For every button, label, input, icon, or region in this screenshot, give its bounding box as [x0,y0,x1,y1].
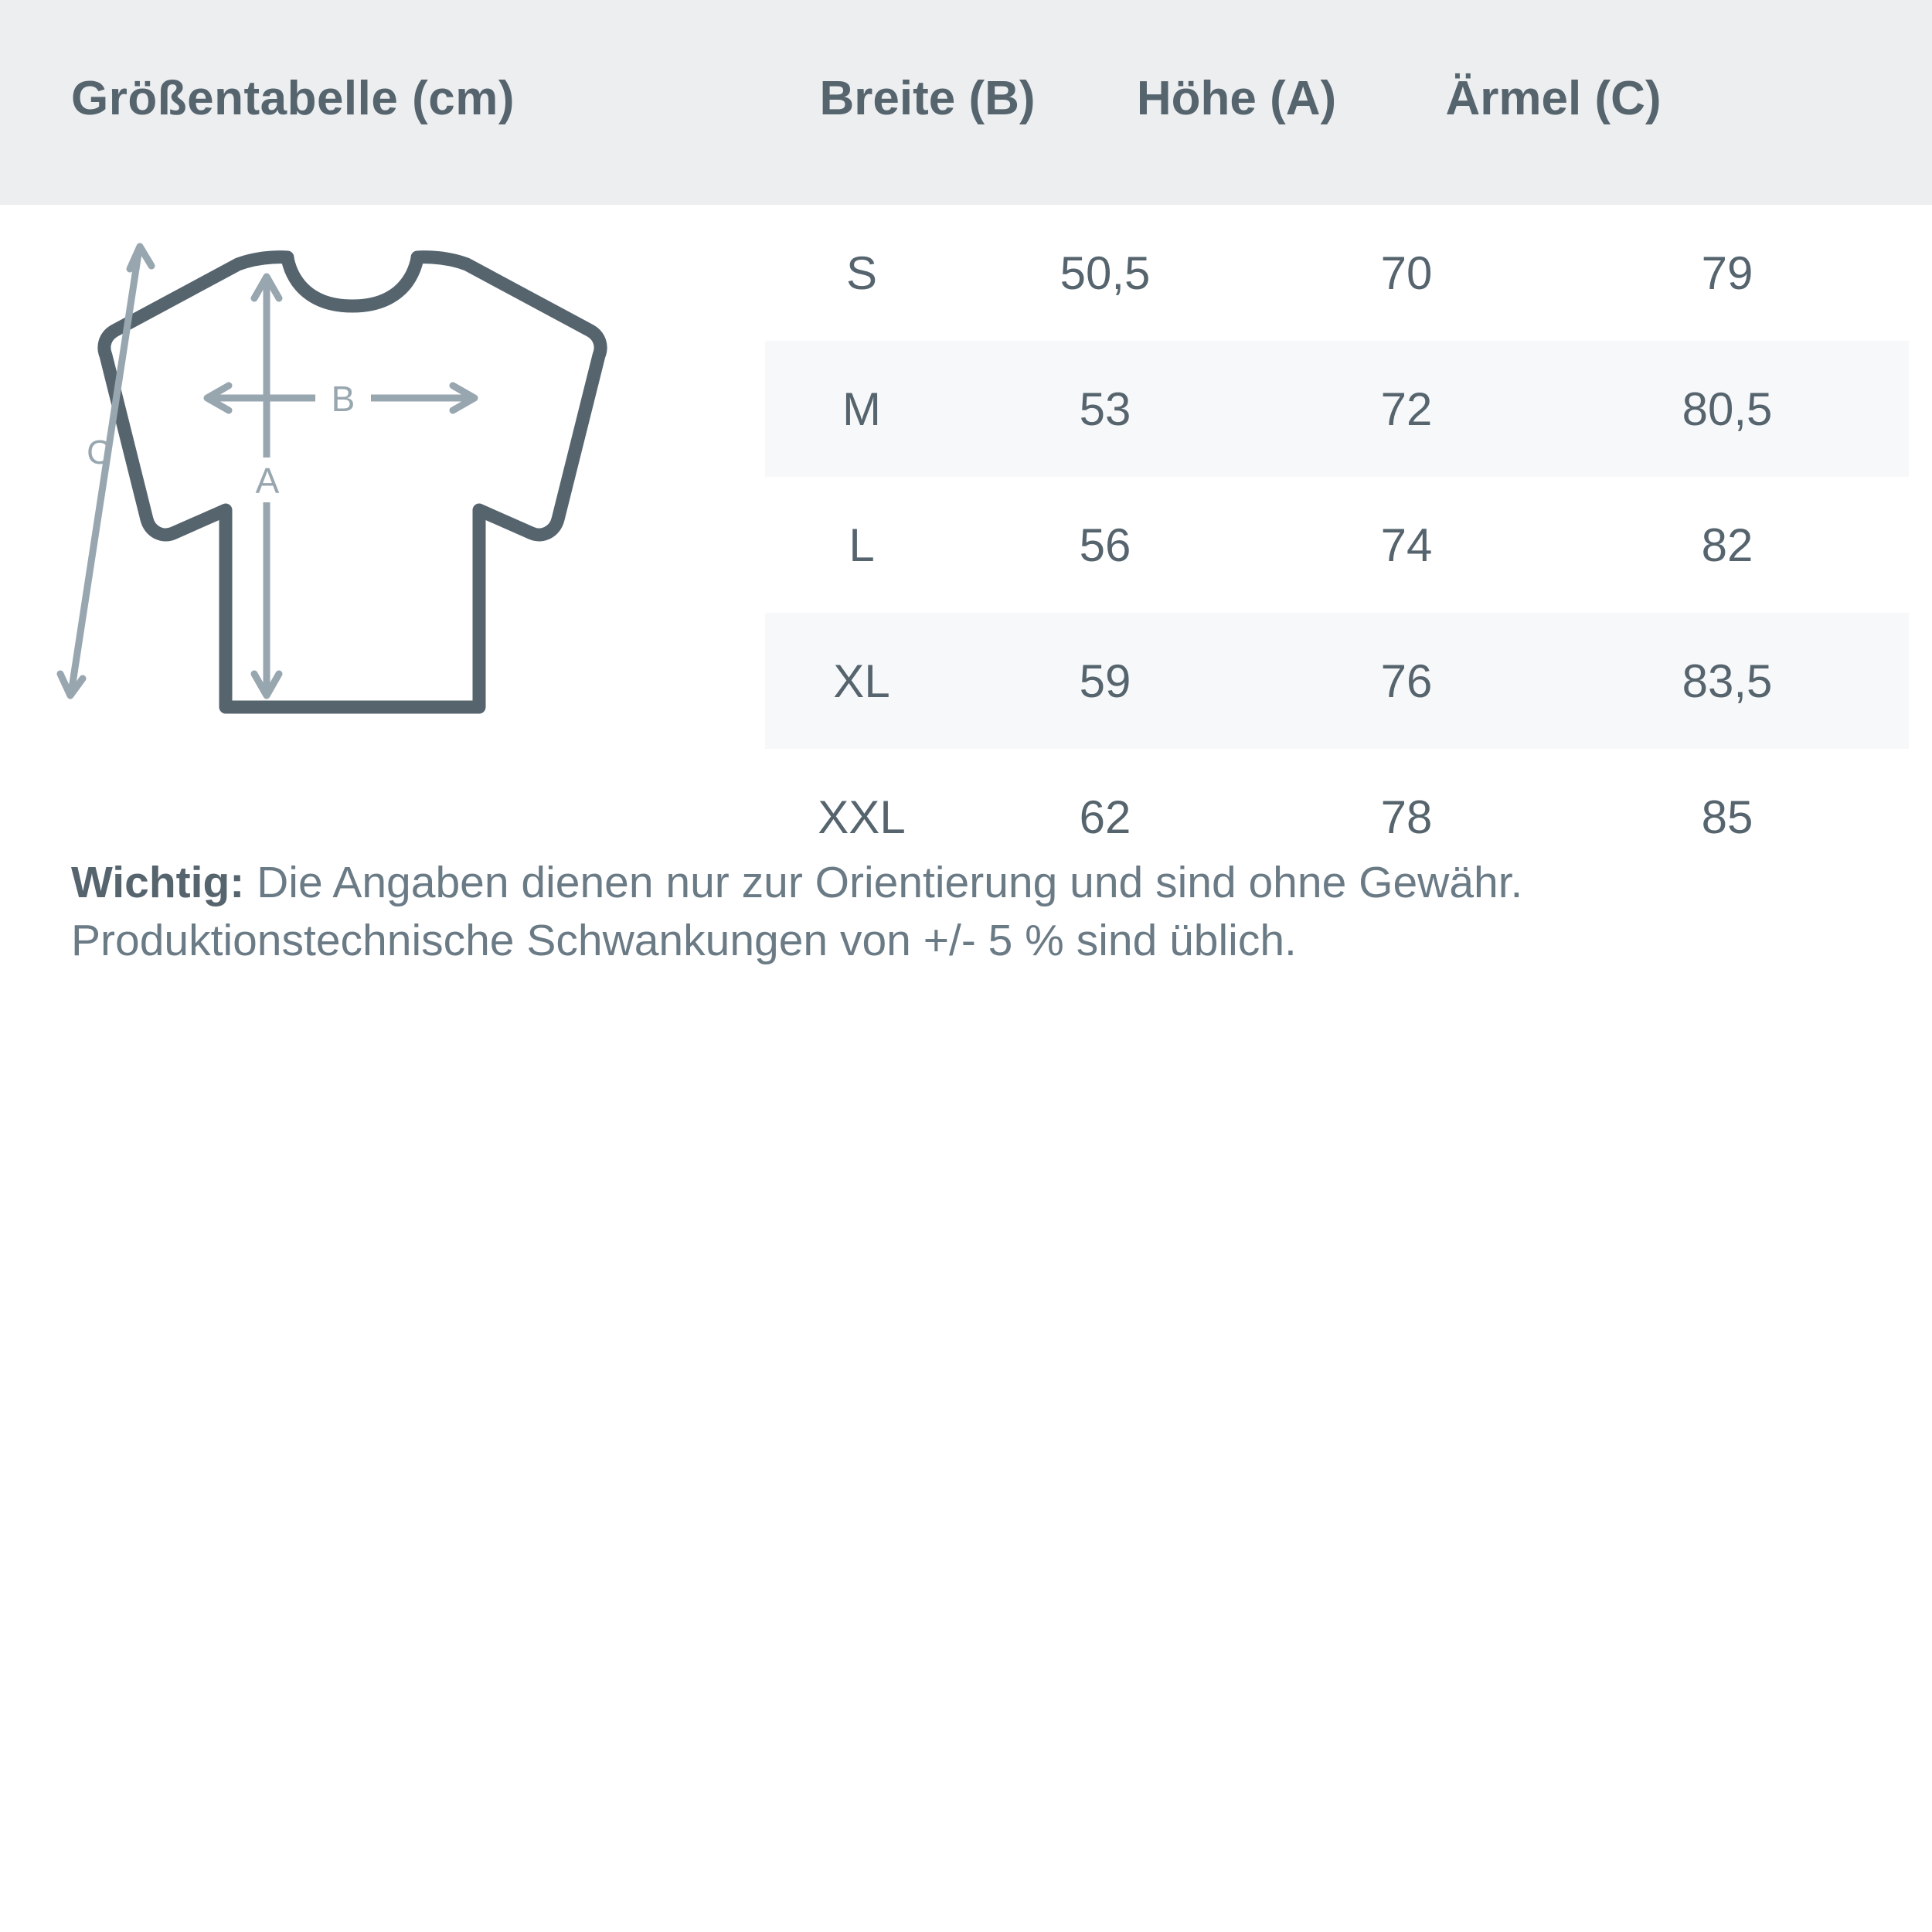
cell-height: 70 [1380,247,1433,299]
sweater-outline [104,257,600,707]
column-header-height: Höhe (A) [1136,72,1337,125]
measurement-a-label: A [255,461,280,501]
header-band [0,0,1932,205]
cell-height: 78 [1380,791,1433,843]
size-table [765,205,1909,885]
footnote-lead: Wichtig: [71,858,245,907]
column-header-width: Breite (B) [819,72,1036,125]
cell-width: 53 [1079,383,1131,435]
page-title: Größentabelle (cm) [71,72,515,125]
cell-size: S [845,247,878,299]
cell-sleeve: 83,5 [1682,655,1773,707]
measurement-b-label: B [331,379,355,419]
footnote-text: Die Angaben dienen nur zur Orientierung und sind ohne Gewähr. Produktionstechnische Schwankungen von +/- 5 % sind üblich. [71,858,1523,966]
cell-width: 56 [1079,519,1131,571]
cell-size: M [842,383,881,435]
cell-sleeve: 80,5 [1682,383,1773,435]
garment-illustration [31,232,750,804]
cell-size: XXL [818,791,906,843]
cell-height: 72 [1380,383,1433,435]
footnote [71,854,1864,970]
measurement-c-label: C [87,434,111,471]
column-headers [773,71,1862,126]
cell-size: XL [833,655,890,707]
cell-sleeve: 82 [1701,519,1753,571]
table-row [765,341,1909,477]
table-row [765,613,1909,749]
cell-sleeve: 85 [1701,791,1753,843]
cell-width: 50,5 [1060,247,1151,299]
cell-sleeve: 79 [1701,247,1753,299]
cell-height: 76 [1380,655,1433,707]
column-header-sleeve: Ärmel (C) [1445,72,1662,125]
cell-width: 62 [1079,791,1131,843]
table-row [765,477,1909,613]
cell-width: 59 [1079,655,1131,707]
cell-size: L [849,519,875,571]
table-row [765,205,1909,341]
cell-height: 74 [1380,519,1433,571]
